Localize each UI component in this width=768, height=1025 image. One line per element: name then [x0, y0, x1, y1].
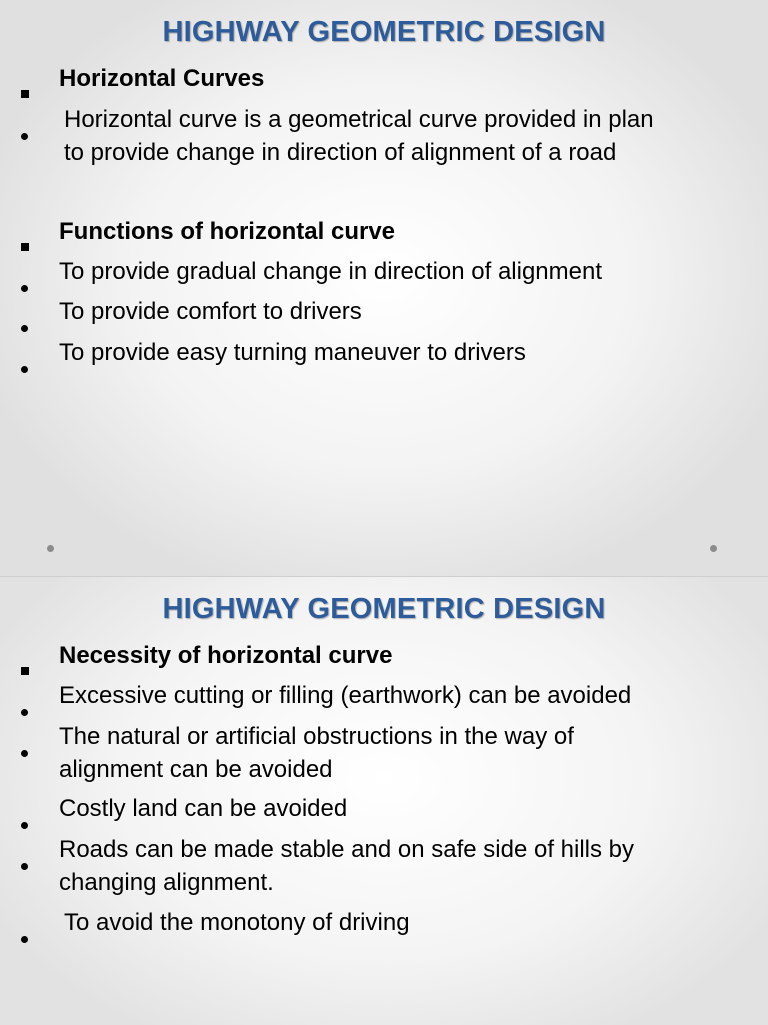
round-bullet-icon: [21, 822, 28, 829]
list-item: [0, 295, 768, 328]
square-bullet-icon: [21, 90, 29, 98]
round-bullet-icon: [21, 709, 28, 716]
list-item: [0, 792, 768, 825]
round-bullet-icon: [21, 325, 28, 332]
list-item: [0, 833, 768, 899]
round-bullet-icon: [21, 750, 28, 757]
list-item: [0, 336, 768, 369]
section-heading: [0, 639, 768, 672]
heading-text: Necessity of horizontal curve: [59, 642, 393, 669]
list-item-text: changing alignment.: [59, 869, 274, 896]
list-item-text: to provide change in direction of alignment of a road: [64, 139, 617, 166]
heading-text: Functions of horizontal curve: [59, 218, 396, 245]
slide-title: HIGHWAY GEOMETRIC DESIGN: [162, 593, 606, 625]
round-bullet-icon: [21, 285, 28, 292]
list-item-text: Horizontal curve is a geometrical curve provided in plan: [64, 106, 654, 133]
round-bullet-icon: [21, 133, 28, 140]
nav-dot-icon: [710, 545, 717, 552]
section-heading: [0, 215, 768, 248]
list-item-text: To provide easy turning maneuver to drivers: [59, 339, 526, 366]
list-item: [0, 255, 768, 288]
round-bullet-icon: [21, 936, 28, 943]
list-item-text: To provide gradual change in direction of alignment: [59, 258, 603, 285]
heading-text: Horizontal Curves: [59, 65, 265, 92]
list-item-text: Costly land can be avoided: [59, 795, 348, 822]
list-item: [0, 906, 768, 939]
round-bullet-icon: [21, 863, 28, 870]
section-heading: [0, 62, 768, 95]
slide-2: [0, 576, 768, 1025]
list-item-text: Roads can be made stable and on safe side of hills by: [59, 836, 635, 863]
list-item-text: Excessive cutting or filling (earthwork) can be avoided: [59, 682, 632, 709]
list-item-text: To provide comfort to drivers: [59, 298, 362, 325]
list-item: [0, 720, 768, 786]
square-bullet-icon: [21, 667, 29, 675]
slide-title: HIGHWAY GEOMETRIC DESIGN: [162, 16, 606, 48]
round-bullet-icon: [21, 366, 28, 373]
list-item: [0, 103, 768, 169]
list-item-text: To avoid the monotony of driving: [64, 909, 410, 936]
square-bullet-icon: [21, 243, 29, 251]
list-item-text: The natural or artificial obstructions in the way of: [59, 723, 574, 750]
nav-dot-icon: [47, 545, 54, 552]
list-item-text: alignment can be avoided: [59, 756, 333, 783]
list-item: [0, 679, 768, 712]
